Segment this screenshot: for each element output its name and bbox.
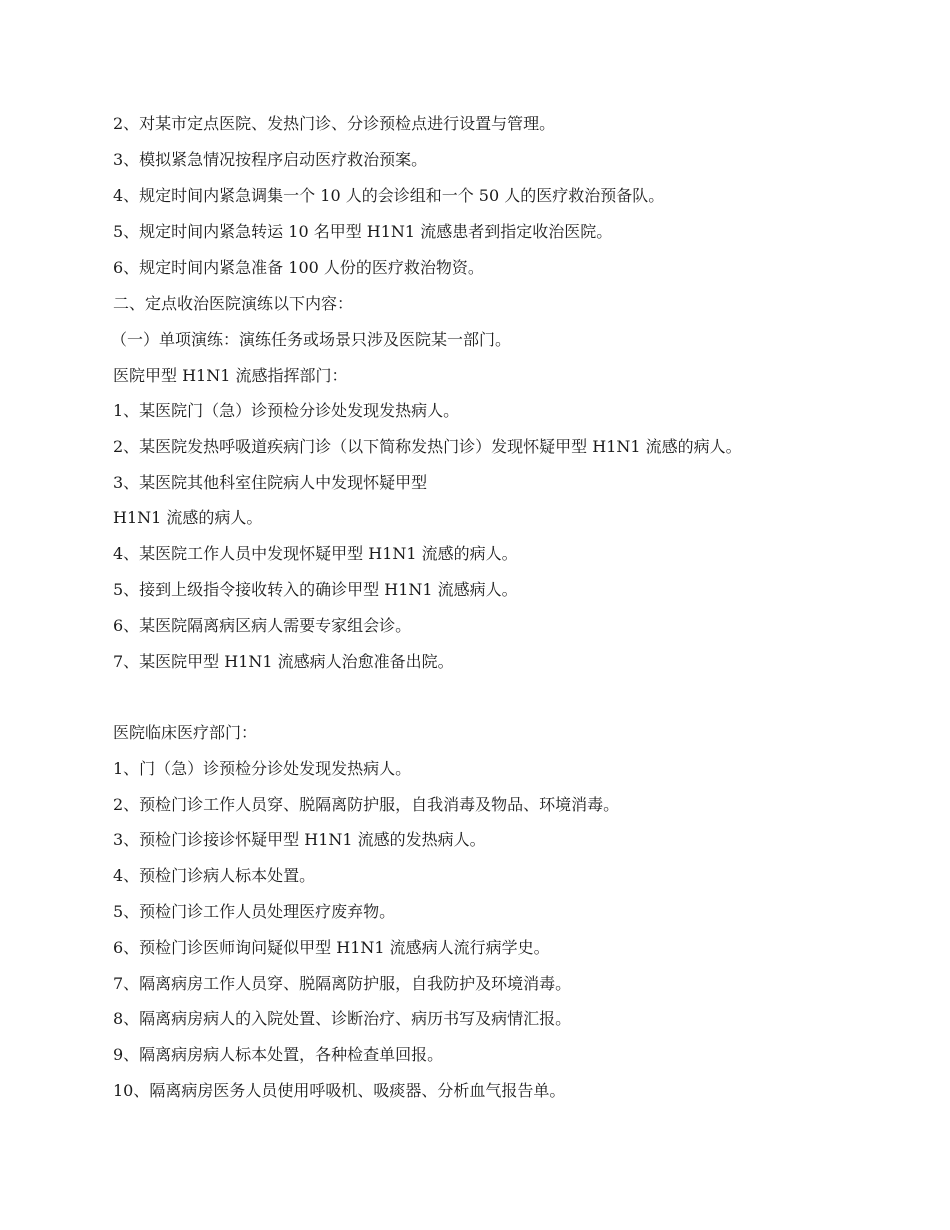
list-item: 7、某医院甲型 H1N1 流感病人治愈准备出院。	[113, 652, 454, 671]
list-item: 1、门（急）诊预检分诊处发现发热病人。	[113, 759, 412, 778]
list-item: 4、某医院工作人员中发现怀疑甲型 H1N1 流感的病人。	[113, 544, 518, 563]
list-item: 2、预检门诊工作人员穿、脱隔离防护服，自我消毒及物品、环境消毒。	[113, 795, 620, 814]
list-item: 8、隔离病房病人的入院处置、诊断治疗、病历书写及病情汇报。	[113, 1009, 572, 1028]
list-item: 4、规定时间内紧急调集一个 10 人的会诊组和一个 50 人的医疗救治预备队。	[113, 186, 665, 205]
list-item: 5、规定时间内紧急转运 10 名甲型 H1N1 流感患者到指定收治医院。	[113, 222, 613, 241]
list-item: 7、隔离病房工作人员穿、脱隔离防护服，自我防护及环境消毒。	[113, 974, 572, 993]
list-item: 4、预检门诊病人标本处置。	[113, 866, 316, 885]
list-item: 3、模拟紧急情况按程序启动医疗救治预案。	[113, 150, 428, 169]
list-item: 1、某医院门（急）诊预检分诊处发现发热病人。	[113, 401, 460, 420]
list-item: 6、某医院隔离病区病人需要专家组会诊。	[113, 616, 412, 635]
section-heading: 二、定点收治医院演练以下内容：	[113, 294, 354, 313]
list-item: 2、某医院发热呼吸道疾病门诊（以下简称发热门诊）发现怀疑甲型 H1N1 流感的病人。	[113, 437, 742, 456]
list-item-continuation: H1N1 流感的病人。	[113, 508, 263, 527]
subsection-heading: （一）单项演练：演练任务或场景只涉及医院某一部门。	[111, 330, 512, 349]
list-item: 6、预检门诊医师询问疑似甲型 H1N1 流感病人流行病学史。	[113, 938, 550, 957]
list-item: 5、预检门诊工作人员处理医疗废弃物。	[113, 902, 396, 921]
list-item: 2、对某市定点医院、发热门诊、分诊预检点进行设置与管理。	[113, 114, 556, 133]
list-item: 5、接到上级指令接收转入的确诊甲型 H1N1 流感病人。	[113, 580, 518, 599]
list-item: 10、隔离病房医务人员使用呼吸机、吸痰器、分析血气报告单。	[113, 1081, 566, 1100]
department-heading: 医院临床医疗部门：	[113, 723, 258, 742]
list-item: 3、预检门诊接诊怀疑甲型 H1N1 流感的发热病人。	[113, 830, 486, 849]
list-item: 3、某医院其他科室住院病人中发现怀疑甲型	[113, 473, 428, 492]
department-heading: 医院甲型 H1N1 流感指挥部门：	[113, 366, 348, 385]
list-item: 9、隔离病房病人标本处置，各种检查单回报。	[113, 1045, 444, 1064]
list-item: 6、规定时间内紧急准备 100 人份的医疗救治物资。	[113, 258, 484, 277]
